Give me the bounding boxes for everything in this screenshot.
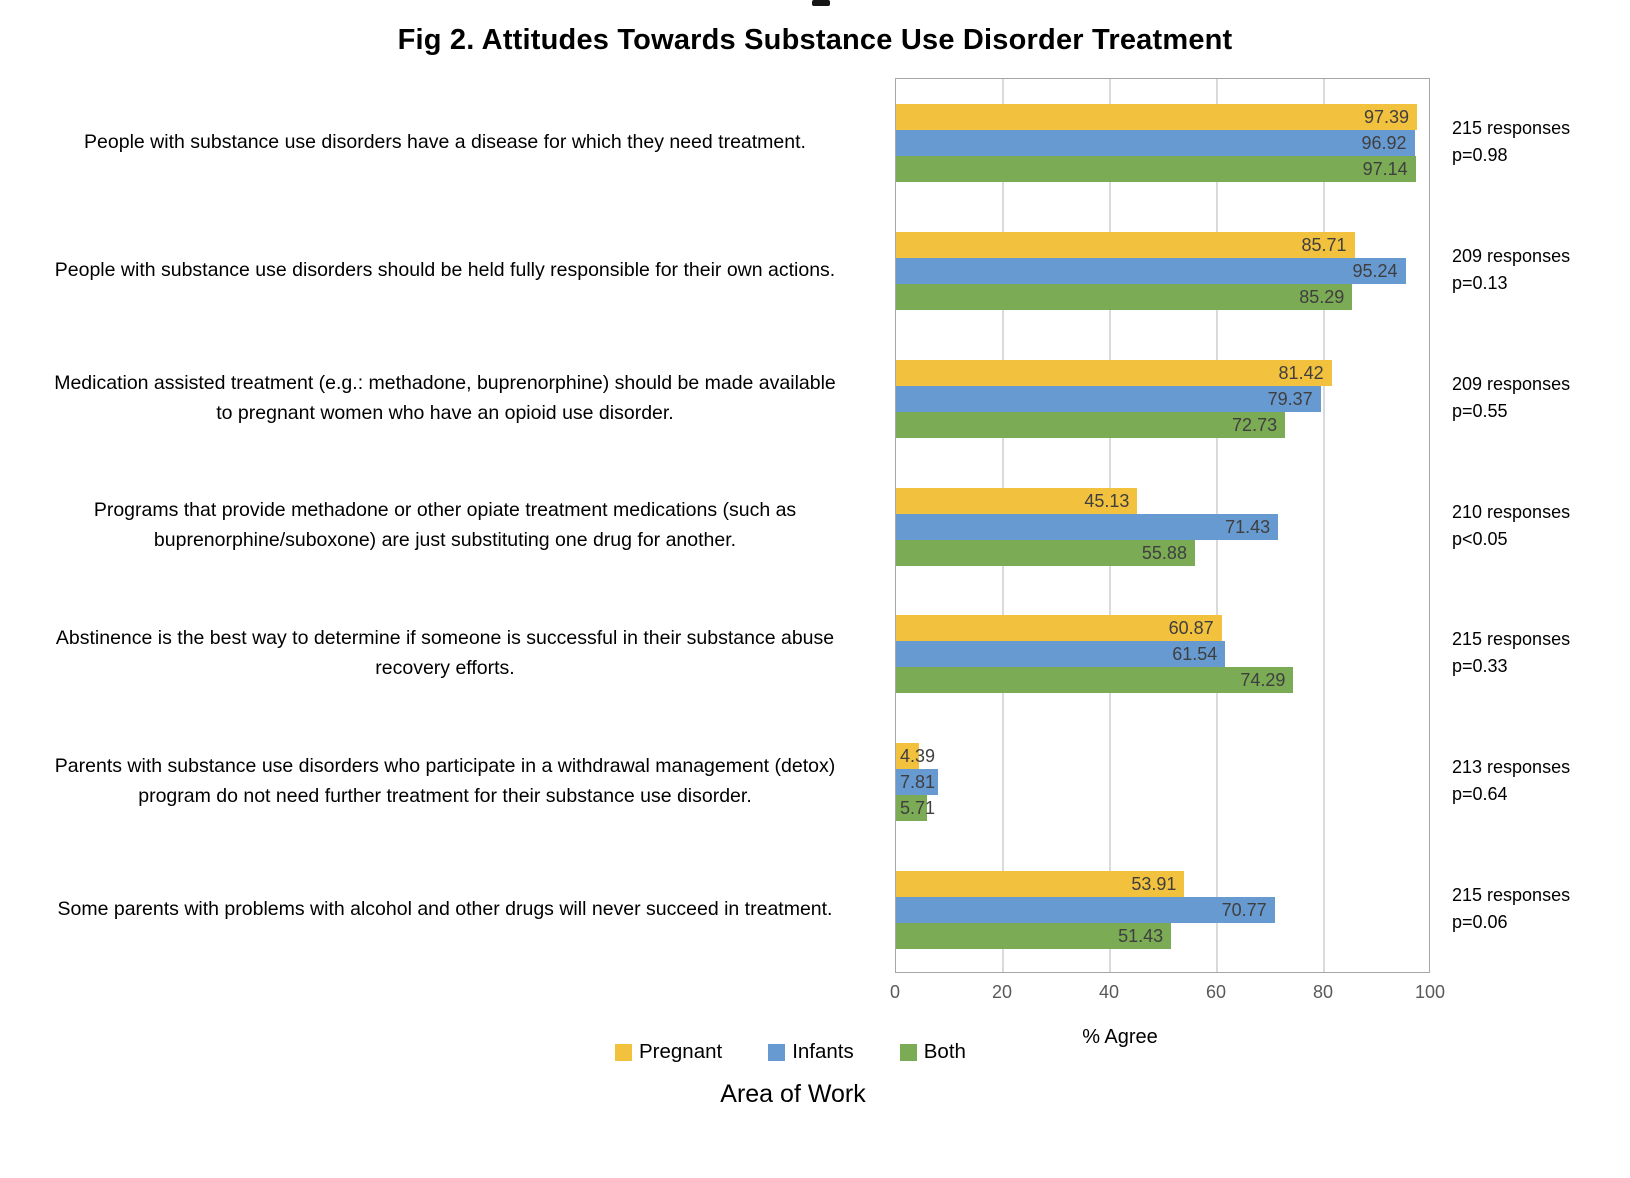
legend [615, 1040, 966, 1064]
annotation-block [1452, 371, 1627, 425]
bar-row [896, 232, 1431, 258]
bar-both [896, 667, 1293, 693]
bar-value-label: 97.14 [1362, 158, 1408, 179]
responses-count: 209 responses [1452, 373, 1571, 394]
bar-row [896, 769, 1431, 795]
annotation-block [1452, 626, 1627, 680]
bar-both [896, 156, 1416, 182]
x-tick-60: 60 [1205, 982, 1227, 1002]
bar-value-label: 97.39 [1363, 106, 1410, 127]
p-value: p=0.33 [1452, 656, 1508, 677]
bar-row [896, 923, 1431, 949]
bar-row [896, 871, 1431, 897]
bar-value-label: 7.81 [900, 772, 936, 793]
bar-infants [896, 514, 1278, 540]
bar-row [896, 386, 1431, 412]
bar-row [896, 743, 1431, 769]
legend-label: Infants [792, 1040, 854, 1063]
bar-row [896, 258, 1431, 284]
legend-title: Area of Work [720, 1080, 866, 1108]
bar-infants [896, 258, 1406, 284]
annotation-block [1452, 115, 1627, 169]
bar-value-label: 51.43 [1118, 926, 1164, 947]
bar-row [896, 104, 1431, 130]
bar-pregnant [896, 104, 1417, 130]
bar-value-label: 79.37 [1267, 388, 1313, 409]
cropped-text-artifact [812, 0, 830, 6]
bar-row [896, 795, 1431, 821]
legend-swatch-both [900, 1044, 917, 1061]
bar-value-label: 53.91 [1131, 874, 1177, 895]
bar-row [896, 156, 1431, 182]
responses-count: 210 responses [1452, 501, 1571, 522]
x-tick-80: 80 [1312, 982, 1334, 1002]
bar-value-label: 85.29 [1299, 286, 1345, 307]
bar-row [896, 284, 1431, 310]
bar-value-label: 5.71 [900, 798, 936, 819]
x-tick-40: 40 [1098, 982, 1120, 1002]
p-value: p=0.06 [1452, 912, 1508, 933]
x-tick-0: 0 [889, 982, 900, 1002]
legend-item-both [900, 1040, 966, 1064]
responses-count: 215 responses [1452, 885, 1571, 906]
bar-value-label: 60.87 [1168, 618, 1214, 639]
annotation-block [1452, 243, 1627, 297]
x-tick-20: 20 [991, 982, 1013, 1002]
annotation-block [1452, 882, 1627, 936]
x-tick-100: 100 [1414, 982, 1446, 1002]
category-label: People with substance use disorders have a disease for which they need treatment. [84, 130, 806, 153]
bar-value-label: 55.88 [1141, 542, 1187, 563]
plot-area [895, 78, 1430, 973]
p-value: p<0.05 [1452, 528, 1508, 549]
responses-count: 213 responses [1452, 757, 1571, 778]
bar-row [896, 514, 1431, 540]
bar-row [896, 615, 1431, 641]
bar-row [896, 360, 1431, 386]
p-value: p=0.64 [1452, 784, 1508, 805]
bar-value-label: 81.42 [1278, 362, 1324, 383]
bar-value-label: 71.43 [1225, 516, 1271, 537]
bar-value-label: 96.92 [1361, 132, 1407, 153]
bar-row [896, 488, 1431, 514]
bar-row [896, 412, 1431, 438]
bar-value-label: 70.77 [1221, 900, 1267, 921]
bar-value-label: 95.24 [1352, 260, 1398, 281]
category-label: People with substance use disorders should be held fully responsible for their own actions. [54, 258, 836, 281]
bar-row [896, 641, 1431, 667]
responses-count: 209 responses [1452, 245, 1571, 266]
responses-count: 215 responses [1452, 117, 1571, 138]
p-value: p=0.55 [1452, 400, 1508, 421]
category-label: Abstinence is the best way to determine if someone is successful in their substance abuse recovery efforts. [55, 627, 835, 680]
responses-count: 215 responses [1452, 629, 1571, 650]
p-value: p=0.98 [1452, 144, 1508, 165]
bar-row [896, 897, 1431, 923]
bar-row [896, 130, 1431, 156]
x-axis-label: % Agree [1082, 1026, 1158, 1048]
category-label: Parents with substance use disorders who participate in a withdrawal management (detox) program do not need further treatment for their substance use disorder. [54, 755, 836, 808]
bar-infants [896, 130, 1415, 156]
bar-value-label: 61.54 [1172, 644, 1218, 665]
legend-swatch-pregnant [615, 1044, 632, 1061]
bar-infants [896, 897, 1275, 923]
bar-value-label: 4.39 [900, 746, 936, 767]
chart-title: Fig 2. Attitudes Towards Substance Use Disorder Treatment [397, 24, 1233, 56]
bar-row [896, 540, 1431, 566]
bar-both [896, 412, 1285, 438]
bar-value-label: 72.73 [1232, 414, 1278, 435]
annotation-block [1452, 754, 1627, 808]
legend-label: Pregnant [639, 1040, 723, 1063]
category-label: Some parents with problems with alcohol and other drugs will never succeed in treatment. [57, 898, 833, 921]
category-label: Programs that provide methadone or other opiate treatment medications (such as buprenorphine/suboxone) are just substituting one drug for another. [93, 499, 797, 552]
bar-pregnant [896, 360, 1332, 386]
bar-pregnant [896, 232, 1355, 258]
bar-value-label: 45.13 [1084, 490, 1130, 511]
category-label: Medication assisted treatment (e.g.: methadone, buprenorphine) should be made available to pregnant women who have an opioid use disorder. [54, 371, 836, 424]
annotation-block [1452, 499, 1627, 553]
bar-value-label: 74.29 [1240, 670, 1286, 691]
legend-swatch-infants [768, 1044, 785, 1061]
legend-label: Both [923, 1040, 966, 1063]
bar-row [896, 667, 1431, 693]
bar-infants [896, 386, 1321, 412]
bar-both [896, 284, 1352, 310]
p-value: p=0.13 [1452, 272, 1508, 293]
legend-item-pregnant [615, 1040, 722, 1064]
legend-item-infants [768, 1040, 854, 1064]
bar-value-label: 85.71 [1301, 234, 1347, 255]
